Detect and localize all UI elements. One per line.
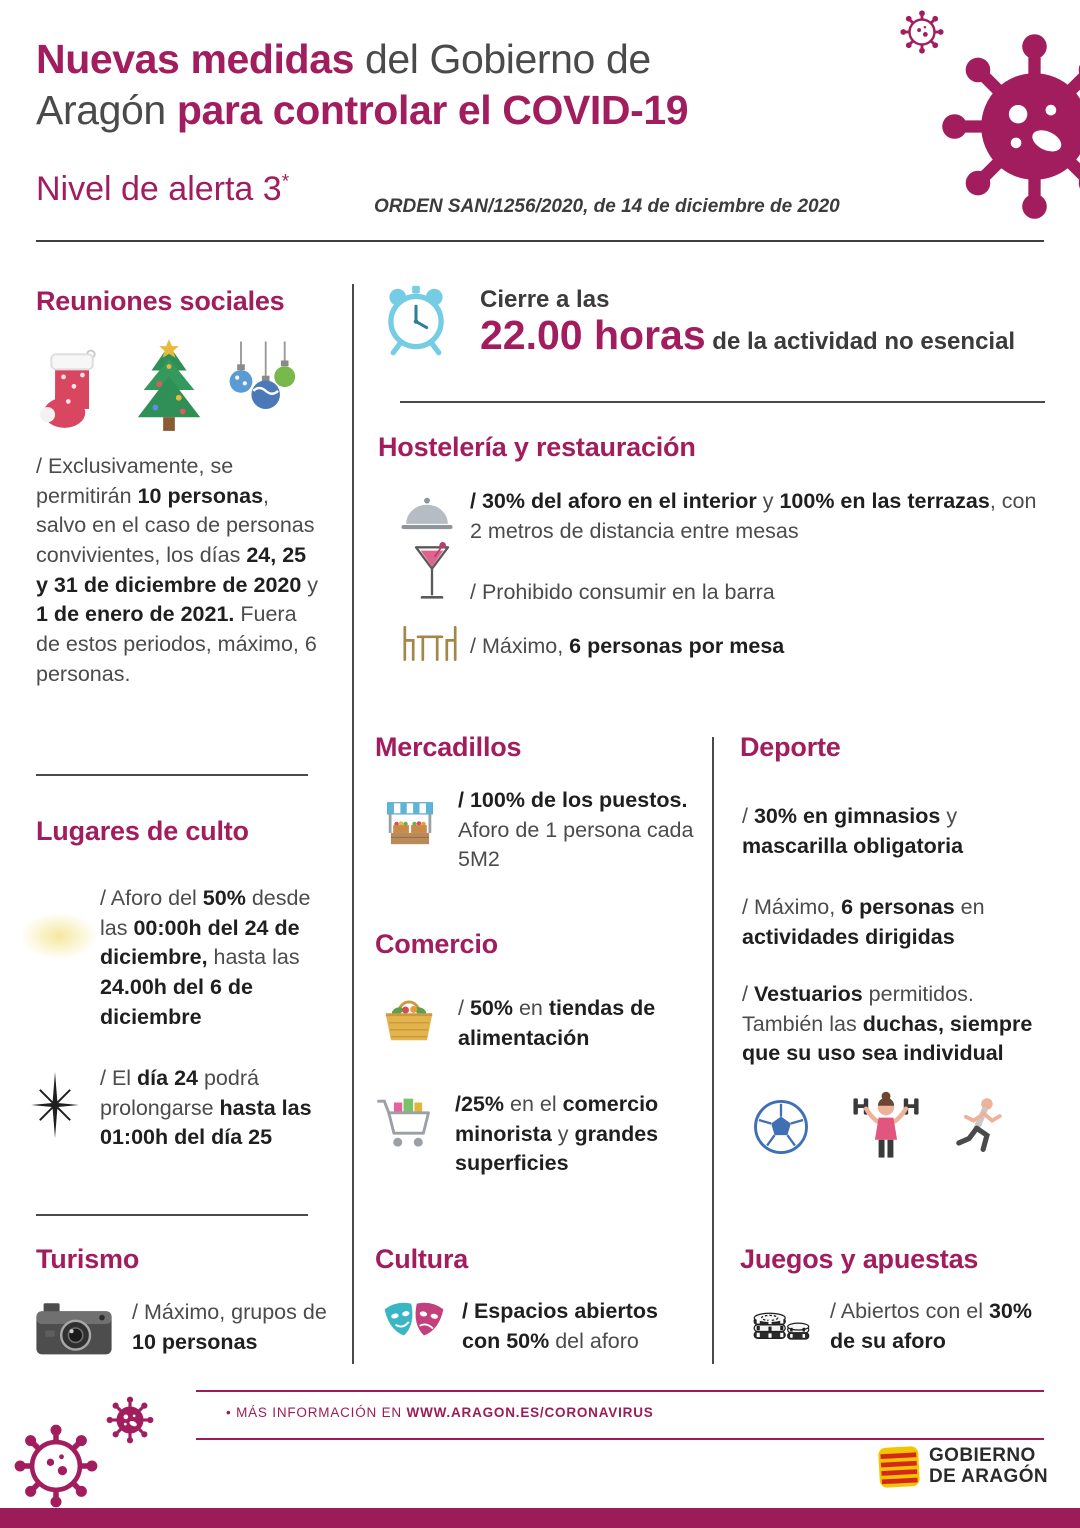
table-chairs-icon <box>400 622 460 666</box>
reuniones-sociales-text: / Exclusivamente, se permitirán 10 personas, salvo en el caso de personas convivientes, los días 24, 25 y 31 de diciembre de 2020 y 1 de enero de 2021. Fuera de estos periodos, máximo, 6 personas. <box>36 454 319 686</box>
footer-divider-top <box>196 1390 1044 1392</box>
theater-masks-icon <box>380 1292 448 1350</box>
christmas-tree-icon <box>130 338 208 438</box>
aragon-flag-icon <box>877 1445 921 1489</box>
deporte-item-vestuarios: / Vestuarios permitidos. También las duchas, siempre que su uso sea individual <box>742 982 1033 1066</box>
alarm-clock-icon <box>378 282 454 358</box>
ornaments-icon <box>222 340 298 438</box>
logo-text-line-1: GOBIERNO <box>929 1445 1036 1467</box>
deporte-item-dirigidas: / Máximo, 6 personas en actividades dirigidas <box>742 895 985 949</box>
section-title-cultura: Cultura <box>375 1244 469 1274</box>
footer-divider-bottom <box>196 1438 1044 1440</box>
divider <box>36 1214 308 1216</box>
page-title <box>36 34 688 136</box>
section-title-turismo: Turismo <box>36 1244 140 1274</box>
comercio-item-minorista: /25% en el comercio minorista y grandes superficies <box>455 1092 659 1176</box>
coronavirus-icon <box>10 1420 102 1512</box>
camera-icon <box>34 1298 114 1358</box>
shopping-cart-icon <box>376 1086 440 1160</box>
mercadillos-item-puestos: / 100% de los puestos. Aforo de 1 persona cada 5M2 <box>458 788 694 872</box>
coronavirus-icon <box>932 24 1080 229</box>
bottom-color-bar <box>0 1508 1080 1528</box>
vertical-divider <box>712 737 714 1364</box>
closure-time: 22.00 horas <box>480 312 706 358</box>
more-info-text: • MÁS INFORMACIÓN EN WWW.ARAGON.ES/CORONAVIRUS <box>226 1405 654 1420</box>
coronavirus-icon <box>104 1394 156 1446</box>
poker-chips-icon <box>748 1292 810 1350</box>
logo-text-line-2: DE ARAGÓN <box>929 1466 1049 1487</box>
section-title-lugares-de-culto: Lugares de culto <box>36 816 249 846</box>
closure-statement <box>480 312 1015 359</box>
section-title-mercadillos: Mercadillos <box>375 732 522 762</box>
closure-intro: Cierre a las <box>480 286 610 313</box>
alert-level-text: Nivel de alerta 3 <box>36 170 282 208</box>
culto-item-aforo: / Aforo del 50% desde las 00:00h del 24 de diciembre, hasta las 24.00h del 6 de diciembre <box>100 886 311 1029</box>
cloche-icon <box>398 492 456 536</box>
logo-text <box>929 1446 1048 1488</box>
alert-asterisk: * <box>281 171 290 193</box>
coronavirus-icon <box>898 8 946 56</box>
weightlifter-icon <box>848 1088 924 1162</box>
section-title-juegos: Juegos y apuestas <box>740 1244 979 1274</box>
section-title-reuniones-sociales: Reuniones sociales <box>36 286 285 316</box>
section-title-hosteleria: Hostelería y restauración <box>378 432 696 462</box>
page-title-line-1: Nuevas medidas del Gobierno de <box>36 36 651 82</box>
culto-item-dia24: / El día 24 podrá prolongarse hasta las 01:00h del día 25 <box>100 1066 312 1150</box>
alert-level <box>36 170 289 209</box>
deporte-item-gimnasios: / 30% en gimnasios y mascarilla obligatoria <box>742 804 964 858</box>
comercio-item-alimentacion: / 50% en tiendas de alimentación <box>458 996 656 1050</box>
soccer-ball-icon <box>752 1098 810 1156</box>
market-stall-icon <box>382 792 438 856</box>
page-title-line-2: Aragón para controlar el COVID-19 <box>36 86 689 133</box>
section-title-comercio: Comercio <box>375 929 498 959</box>
turismo-item-grupos: / Máximo, grupos de 10 personas <box>132 1300 327 1354</box>
header-divider <box>36 240 1044 242</box>
cocktail-icon <box>412 540 452 608</box>
divider <box>400 401 1045 403</box>
divider <box>36 774 308 776</box>
hosteleria-item-barra: / Prohibido consumir en la barra <box>470 580 775 604</box>
sparkle-star-icon <box>22 1072 88 1138</box>
hosteleria-item-aforo: / 30% del aforo en el interior y 100% en las terrazas, con 2 metros de distancia entre mesas <box>470 489 1037 543</box>
juegos-item-aforo: / Abiertos con el 30% de su aforo <box>830 1299 1032 1353</box>
christmas-stocking-icon <box>40 346 106 438</box>
closure-rest: de la actividad no esencial <box>705 328 1016 355</box>
gobierno-de-aragon-logo <box>878 1446 1048 1488</box>
order-reference: ORDEN SAN/1256/2020, de 14 de diciembre de 2020 <box>374 196 840 217</box>
cultura-item-espacios: / Espacios abiertos con 50% del aforo <box>462 1299 658 1353</box>
runner-icon <box>946 1092 1010 1162</box>
section-title-deporte: Deporte <box>740 732 841 762</box>
hosteleria-item-mesa: / Máximo, 6 personas por mesa <box>470 634 785 658</box>
vertical-divider <box>352 284 354 1364</box>
grocery-basket-icon <box>380 986 438 1048</box>
candle-glow-icon <box>20 912 98 960</box>
